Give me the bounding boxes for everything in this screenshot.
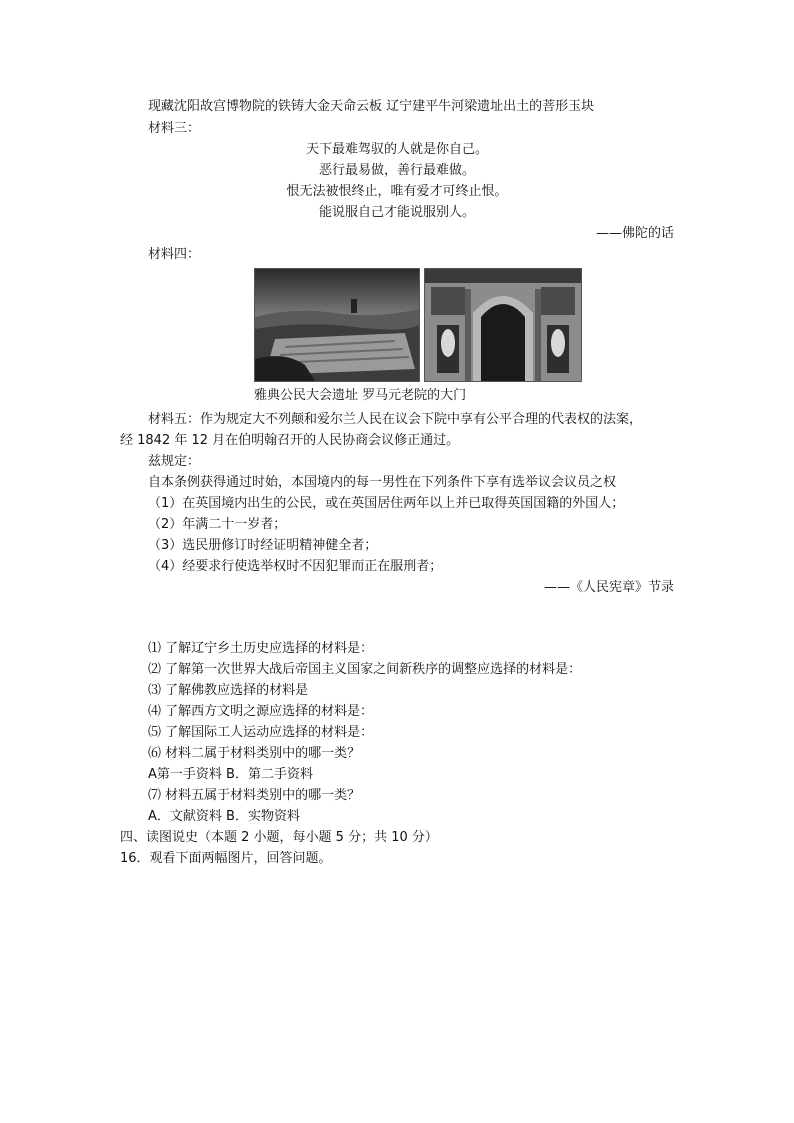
question-2: ⑵ 了解第一次世界大战后帝国主义国家之间新秩序的调整应选择的材料是： [148,662,582,677]
question-6: ⑹ 材料二属于材料类别中的哪一类？ [148,746,361,761]
athens-assembly-photo [254,268,420,382]
quote-line-3: 恨无法被恨终止，唯有爱才可终止恨。 [286,184,508,199]
question-7-options: A．文献资料 B．实物资料 [148,809,300,824]
material4-captions: 雅典公民大会遗址 罗马元老院的大门 [254,388,467,403]
section-4-title: 四、读图说史（本题 2 小题，每小题 5 分；共 10 分） [120,830,438,845]
question-4: ⑷ 了解西方文明之源应选择的材料是： [148,704,374,719]
material5-line-4: 自本条例获得通过时始，本国境内的每一男性在下列条件下享有选举议会议员之权 [148,475,617,490]
question-1: ⑴ 了解辽宁乡土历史应选择的材料是： [148,641,374,656]
material5-item-4: （4）经要求行使选举权时不因犯罪而正在服刑者； [148,559,443,574]
image-caption-top: 现藏沈阳故宫博物院的铁铸大金天命云板 辽宁建平牛河梁遗址出土的菩形玉块 [148,99,595,114]
material5-line-3: 兹规定： [148,454,201,469]
question-16: 16．观看下面两幅图片，回答问题。 [120,851,332,866]
material5-item-3: （3）选民册修订时经证明精神健全者； [148,538,378,553]
quote-line-4: 能说服自己才能说服别人。 [318,205,475,220]
quote-source: ——佛陀的话 [595,226,674,241]
question-3: ⑶ 了解佛教应选择的材料是 [148,683,309,698]
material5-item-2: （2）年满二十一岁者； [148,517,287,532]
quote-line-2: 恶行最易做，善行最难做。 [318,163,475,178]
roman-senate-door-photo [424,268,582,382]
material4-label: 材料四： [148,247,201,262]
material5-source: ——《人民宪章》节录 [543,580,674,595]
question-6-options: A第一手资料 B．第二手资料 [148,767,313,782]
quote-line-1: 天下最难驾驭的人就是你自己。 [305,142,488,157]
question-5: ⑸ 了解国际工人运动应选择的材料是： [148,725,374,740]
material5-line-2: 经 1842 年 12 月在伯明翰召开的人民协商会议修正通过。 [120,433,460,448]
material5-item-1: （1）在英国境内出生的公民，或在英国居住两年以上并已取得英国国籍的外国人； [148,496,625,511]
material5-line-1: 材料五：作为规定大不列颠和爱尔兰人民在议会下院中享有公平合理的代表权的法案， [148,412,643,427]
question-7: ⑺ 材料五属于材料类别中的哪一类？ [148,788,361,803]
material3-label: 材料三： [148,121,201,136]
